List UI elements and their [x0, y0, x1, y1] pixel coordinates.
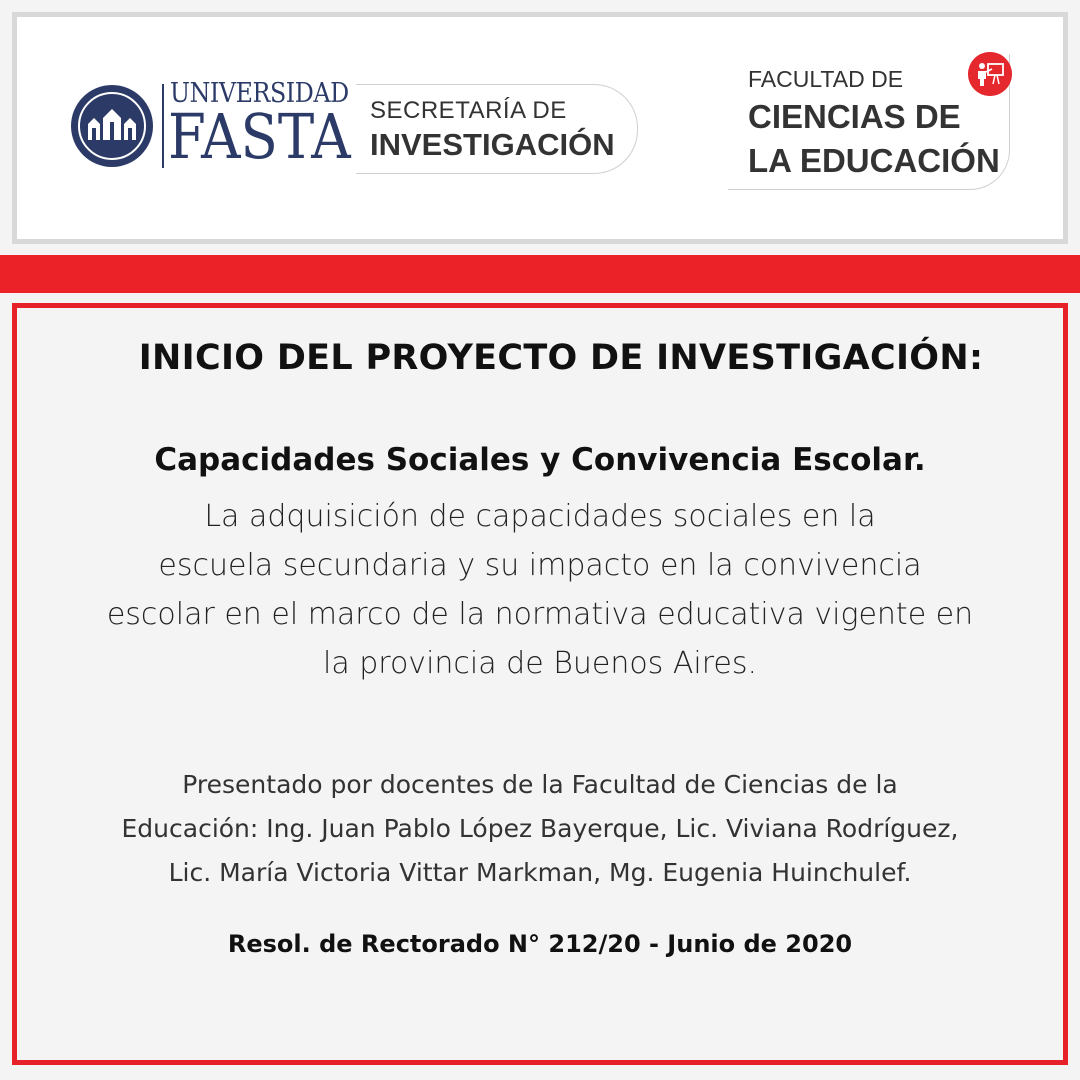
facultad-line2: CIENCIAS DE: [748, 98, 961, 135]
red-divider-band: [0, 255, 1080, 293]
presenters-line: Lic. María Victoria Vittar Markman, Mg. Eugenia Huinchulef.: [168, 858, 912, 887]
description-line: escolar en el marco de la normativa educativa vigente en: [106, 597, 974, 632]
description-line: la provincia de Buenos Aires.: [322, 646, 758, 681]
secretaria-line1: SECRETARÍA DE: [370, 97, 567, 124]
description-line: escuela secundaria y su impacto en la convivencia: [158, 548, 922, 583]
presenters-line: Educación: Ing. Juan Pablo López Bayerque, Lic. Viviana Rodríguez,: [121, 814, 959, 843]
announcement-card: [12, 303, 1068, 1065]
secretaria-line2: INVESTIGACIÓN: [370, 127, 615, 162]
description-line: La adquisición de capacidades sociales en la: [204, 499, 876, 534]
facultad-line1: FACULTAD DE: [748, 66, 904, 92]
logo-divider: [162, 84, 164, 168]
project-description: [17, 492, 1063, 688]
main-title: INICIO DEL PROYECTO DE INVESTIGACIÓN:: [138, 338, 984, 378]
presenters-line: Presentado por docentes de la Facultad de Ciencias de la: [182, 770, 898, 799]
facultad-line3: LA EDUCACIÓN: [748, 142, 1000, 179]
university-seal-icon: [70, 84, 154, 168]
fasta-text: FASTA: [168, 100, 351, 173]
universidad-fasta-logo: [70, 80, 370, 172]
presenters-text: [17, 763, 1063, 895]
universidad-text: UNIVERSIDAD: [170, 78, 349, 109]
resolution-text: Resol. de Rectorado N° 212/20 - Junio de 2020: [227, 930, 853, 958]
teacher-whiteboard-icon: [968, 52, 1012, 96]
secretaria-investigacion-logo: [356, 84, 638, 174]
project-title: Capacidades Sociales y Convivencia Escolar.: [154, 442, 926, 478]
